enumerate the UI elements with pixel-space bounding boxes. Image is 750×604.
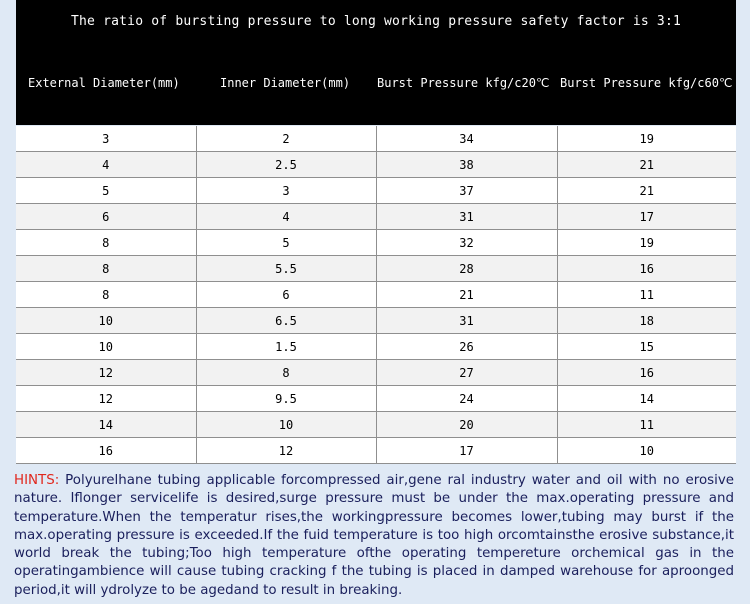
external-diameter-cell: 3 [16, 126, 196, 152]
external-diameter-cell: 4 [16, 152, 196, 178]
hints-label: HINTS: [14, 473, 60, 488]
external-diameter-cell: 6 [16, 204, 196, 230]
burst-60-cell: 16 [557, 256, 736, 282]
column-header-inner-diameter: Inner Diameter(mm) [220, 76, 351, 90]
burst-60-cell: 19 [557, 230, 736, 256]
table-row [16, 412, 736, 438]
burst-20-cell: 20 [376, 412, 557, 438]
hints-text: Polyurelhane tubing applicable forcompressed air,gene ral industry water and oil with no erosive nature. Iflonger servicelife is desired,surge pressure must be under the max.operating pressure and temperature.When the temperatur rises,the workingpressure becomes lower,tubing may burst if the max.operating pressure is exceeded.If the fuid temperature is too high orcomtainsthe erosive substance,it world break the tubing;Too high temperature ofthe operating tempereture orchemical gas in the operatingambience will cause tubing cracking f the tubing is placed in damped warehouse for aproonged period,it will ydrolyze to be agedand to result in breaking. [14, 473, 734, 598]
burst-20-cell: 31 [376, 204, 557, 230]
burst-60-cell: 21 [557, 178, 736, 204]
burst-20-cell: 32 [376, 230, 557, 256]
hints-paragraph [14, 472, 734, 600]
inner-diameter-cell: 6.5 [196, 308, 376, 334]
burst-60-cell: 19 [557, 126, 736, 152]
table-row [16, 178, 736, 204]
burst-20-cell: 27 [376, 360, 557, 386]
column-header-external-diameter: External Diameter(mm) [28, 76, 180, 90]
inner-diameter-cell: 2 [196, 126, 376, 152]
burst-20-cell: 31 [376, 308, 557, 334]
table-row [16, 438, 736, 464]
inner-diameter-cell: 1.5 [196, 334, 376, 360]
page-title: The ratio of bursting pressure to long working pressure safety factor is 3:1 [70, 14, 682, 29]
burst-60-cell: 16 [557, 360, 736, 386]
table-row [16, 282, 736, 308]
inner-diameter-cell: 6 [196, 282, 376, 308]
external-diameter-cell: 5 [16, 178, 196, 204]
table-row [16, 360, 736, 386]
table-row [16, 256, 736, 282]
inner-diameter-cell: 8 [196, 360, 376, 386]
inner-diameter-cell: 2.5 [196, 152, 376, 178]
table-row [16, 308, 736, 334]
spec-table-body [16, 126, 736, 464]
burst-20-cell: 37 [376, 178, 557, 204]
burst-20-cell: 21 [376, 282, 557, 308]
burst-60-cell: 17 [557, 204, 736, 230]
burst-60-cell: 14 [557, 386, 736, 412]
spec-table [16, 126, 736, 464]
inner-diameter-cell: 5 [196, 230, 376, 256]
inner-diameter-cell: 9.5 [196, 386, 376, 412]
table-header [16, 0, 736, 125]
column-header-burst-60: Burst Pressure kfg/c60℃ [560, 76, 733, 90]
table-row [16, 126, 736, 152]
burst-20-cell: 34 [376, 126, 557, 152]
burst-60-cell: 10 [557, 438, 736, 464]
burst-60-cell: 15 [557, 334, 736, 360]
inner-diameter-cell: 10 [196, 412, 376, 438]
external-diameter-cell: 8 [16, 282, 196, 308]
inner-diameter-cell: 3 [196, 178, 376, 204]
burst-20-cell: 24 [376, 386, 557, 412]
inner-diameter-cell: 5.5 [196, 256, 376, 282]
burst-60-cell: 11 [557, 282, 736, 308]
burst-20-cell: 17 [376, 438, 557, 464]
external-diameter-cell: 16 [16, 438, 196, 464]
table-row [16, 386, 736, 412]
burst-60-cell: 11 [557, 412, 736, 438]
external-diameter-cell: 8 [16, 256, 196, 282]
table-row [16, 152, 736, 178]
burst-60-cell: 18 [557, 308, 736, 334]
burst-20-cell: 28 [376, 256, 557, 282]
column-header-burst-20: Burst Pressure kfg/c20℃ [377, 76, 550, 90]
table-row [16, 334, 736, 360]
inner-diameter-cell: 4 [196, 204, 376, 230]
table-row [16, 230, 736, 256]
table-row [16, 204, 736, 230]
external-diameter-cell: 14 [16, 412, 196, 438]
burst-60-cell: 21 [557, 152, 736, 178]
burst-20-cell: 26 [376, 334, 557, 360]
external-diameter-cell: 10 [16, 334, 196, 360]
external-diameter-cell: 12 [16, 360, 196, 386]
burst-20-cell: 38 [376, 152, 557, 178]
external-diameter-cell: 10 [16, 308, 196, 334]
external-diameter-cell: 12 [16, 386, 196, 412]
inner-diameter-cell: 12 [196, 438, 376, 464]
external-diameter-cell: 8 [16, 230, 196, 256]
